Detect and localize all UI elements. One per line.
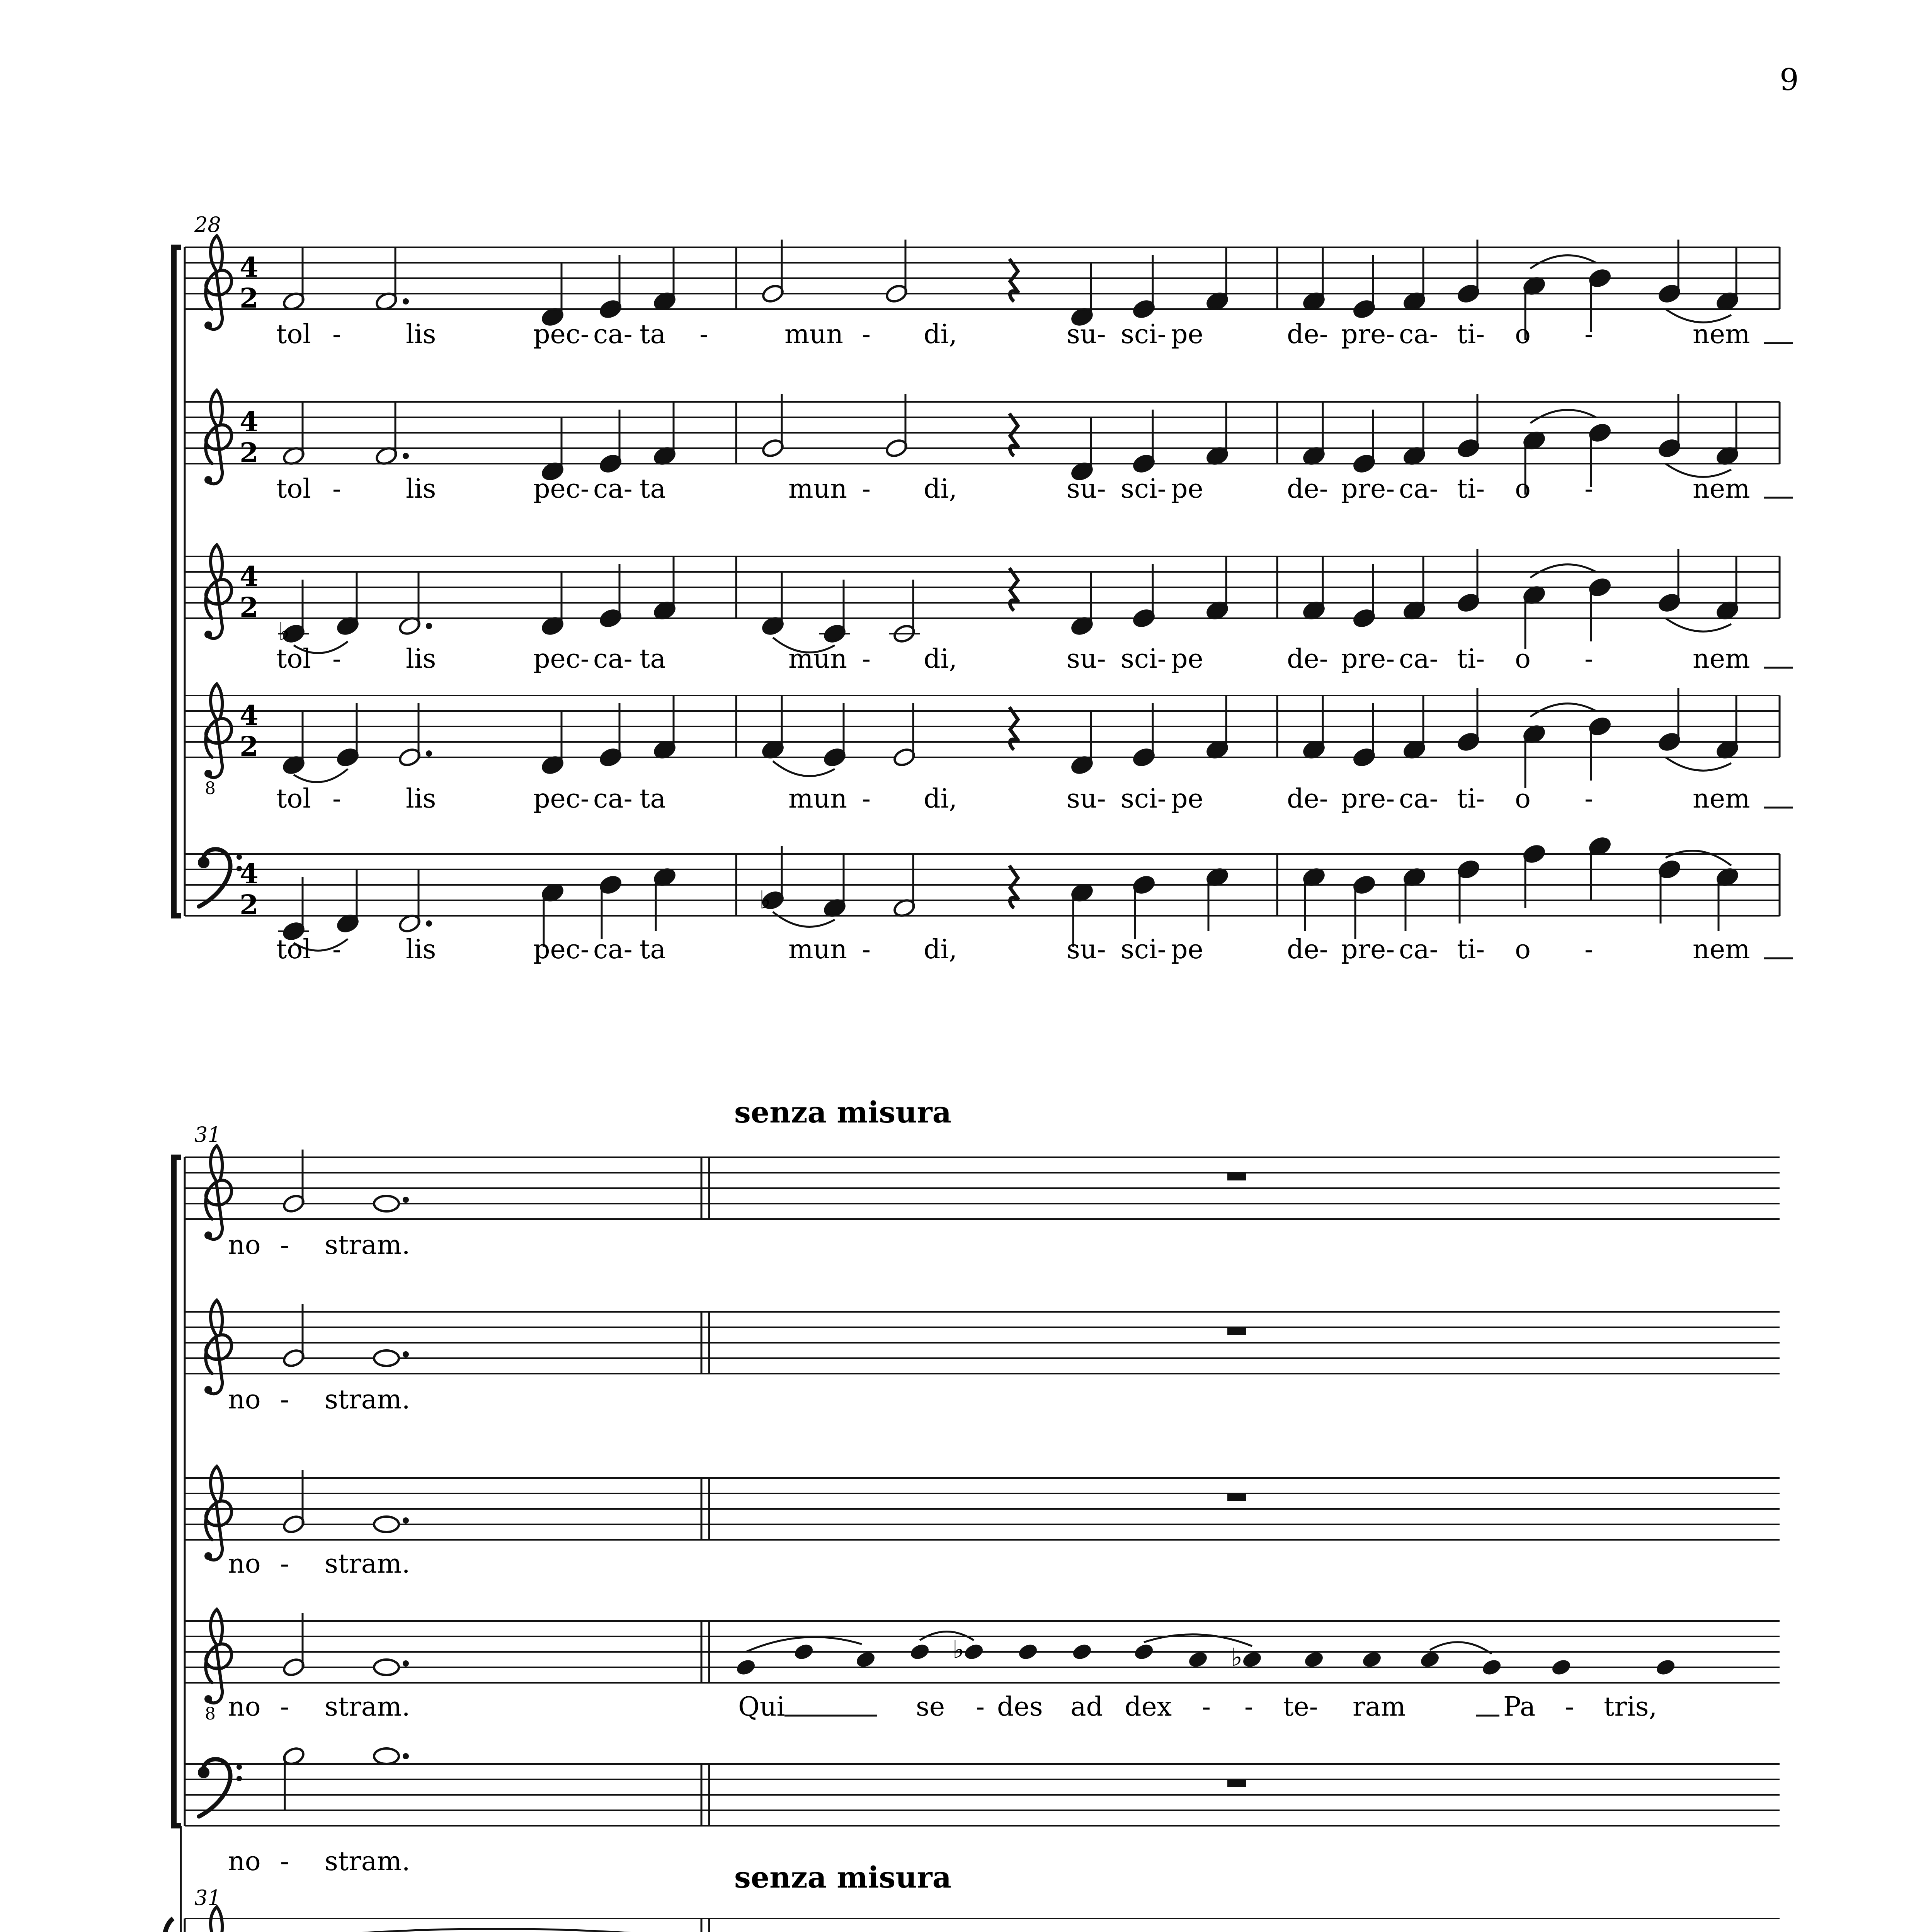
note-head	[1241, 1650, 1263, 1669]
measure-number: 31	[194, 1122, 221, 1147]
system-1	[174, 213, 1793, 965]
svg-text:2: 2	[240, 437, 259, 469]
lyric-syllable: mun	[788, 934, 847, 965]
barlines	[701, 1918, 709, 1932]
slur	[321, 1929, 750, 1932]
bass-clef-icon	[198, 1759, 242, 1816]
lyric-syllable: su-	[1067, 934, 1106, 965]
lyric-syllable: -	[280, 1549, 289, 1579]
lyric-syllable: lis	[406, 319, 436, 350]
lyric-syllable: no	[228, 1846, 261, 1877]
lyric-syllable: o	[1515, 319, 1531, 350]
treble-clef-icon	[204, 684, 231, 777]
measure-number: 31	[194, 1886, 221, 1910]
lyrics-voice-3	[276, 644, 1793, 674]
lyric-syllable: ca-	[593, 784, 633, 814]
lyrics-voice-5	[276, 934, 1793, 965]
quarter-rest	[1009, 707, 1019, 750]
lyric-syllable: no	[228, 1692, 261, 1722]
keyboard-brace	[158, 1918, 173, 1932]
lyric-syllable: -	[1584, 784, 1593, 814]
lyric-syllable: ta	[640, 934, 666, 965]
lyric-syllable: o	[1515, 644, 1531, 674]
lyric-syllable: -	[862, 319, 871, 350]
lyric-syllable: de-	[1287, 644, 1328, 674]
note-head	[1654, 1657, 1677, 1677]
svg-text:2: 2	[240, 730, 259, 762]
lyric-syllable: -	[280, 1692, 289, 1722]
svg-text:4: 4	[240, 699, 259, 731]
lyric-syllable: stram.	[325, 1384, 410, 1415]
lyric-syllable: sci-	[1121, 474, 1166, 504]
lyric-syllable: nem	[1693, 784, 1750, 814]
lyric-syllable: lis	[406, 474, 436, 504]
lyric-syllable: ca-	[1399, 934, 1438, 965]
lyric-syllable: ta	[640, 784, 666, 814]
lyric-syllable: pre-	[1341, 474, 1395, 504]
lyric-syllable: de-	[1287, 784, 1328, 814]
note-head	[1071, 1642, 1093, 1662]
svg-text:2: 2	[240, 591, 259, 623]
time-signatures	[240, 251, 259, 921]
lyric-syllable: no	[228, 1230, 261, 1260]
lyric-syllable: su-	[1067, 644, 1106, 674]
lyric-syllable: -	[862, 784, 871, 814]
svg-text:4: 4	[240, 251, 259, 283]
tempo-marking: senza misura	[734, 1860, 951, 1895]
lyric-syllable: -	[332, 784, 341, 814]
lyric-syllable: stram.	[325, 1549, 410, 1579]
lyric-syllable: di,	[924, 474, 957, 504]
note-head	[793, 1642, 815, 1662]
lyric-syllable: ti-	[1457, 644, 1485, 674]
lyric-syllable: Pa	[1503, 1692, 1536, 1722]
lyric-syllable: pe	[1171, 319, 1203, 350]
lyric-syllable: lis	[406, 784, 436, 814]
svg-text:4: 4	[240, 560, 259, 592]
note-head	[374, 1660, 399, 1675]
lyric-syllable: pe	[1171, 784, 1203, 814]
octave-marker: 8	[205, 1704, 216, 1724]
lyric-syllable: mun	[788, 474, 847, 504]
lyric-syllable: di,	[924, 319, 957, 350]
lyric-syllable: pe	[1171, 644, 1203, 674]
lyric-syllable: nem	[1693, 644, 1750, 674]
svg-text:4: 4	[240, 858, 259, 890]
lyric-syllable: o	[1515, 934, 1531, 965]
lyrics-voice-2	[276, 474, 1793, 504]
lyric-syllable: dex	[1125, 1692, 1172, 1722]
lyric-syllable: ca-	[1399, 644, 1438, 674]
lyric-syllable: -	[862, 474, 871, 504]
octave-marker: 8	[205, 779, 216, 798]
note-head	[1133, 1642, 1155, 1662]
lyric-syllable: ca-	[1399, 474, 1438, 504]
lyric-syllable: pre-	[1341, 319, 1395, 350]
lyric-syllable: pec-	[533, 644, 589, 674]
lyric-syllable: de-	[1287, 474, 1328, 504]
lyric-syllable: Qui	[738, 1692, 785, 1722]
note-head	[374, 1517, 399, 1532]
lyric-syllable: tol	[276, 934, 311, 965]
lyric-syllable: su-	[1067, 784, 1106, 814]
slur	[1530, 565, 1596, 578]
flat-sign: ♭	[278, 617, 290, 646]
lyric-syllable: mun	[788, 784, 847, 814]
organ-system	[158, 1826, 1780, 1932]
note-head	[1187, 1650, 1209, 1669]
svg-text:2: 2	[240, 282, 259, 314]
note-head	[1017, 1642, 1039, 1662]
lyric-syllable: -	[1584, 474, 1593, 504]
quarter-rest	[1009, 568, 1019, 611]
lyric-syllable: tol	[276, 644, 311, 674]
lyric-syllable: -	[699, 319, 708, 350]
lyric-syllable: -	[332, 644, 341, 674]
lyric-syllable: di,	[924, 644, 957, 674]
lyric-syllable: ti-	[1457, 934, 1485, 965]
note-head	[963, 1642, 985, 1662]
organ-notes	[282, 1929, 1778, 1932]
lyric-syllable: ta	[640, 474, 666, 504]
lyric-syllable: stram.	[325, 1846, 410, 1877]
quarter-rest	[1009, 866, 1019, 908]
lyric-syllable: ta	[640, 319, 666, 350]
lyric-syllable: sci-	[1121, 784, 1166, 814]
lyric-syllable: tol	[276, 784, 311, 814]
lyric-syllable: su-	[1067, 319, 1106, 350]
staff-voice-1	[185, 1157, 1780, 1219]
quarter-rest	[1009, 259, 1019, 301]
staff-voice-5	[185, 854, 1780, 916]
lyric-syllable: sci-	[1121, 644, 1166, 674]
lyric-syllable: nem	[1693, 474, 1750, 504]
lyrics-voice-4	[228, 1692, 1657, 1722]
lyric-syllable: -	[332, 319, 341, 350]
lyric-syllable: pe	[1171, 474, 1203, 504]
lyric-syllable: -	[1584, 934, 1593, 965]
lyrics-voice-2	[228, 1384, 410, 1415]
staff-voice-5	[185, 1764, 1780, 1826]
system-2	[174, 1095, 1780, 1877]
lyric-syllable: sci-	[1121, 319, 1166, 350]
lyric-syllable: no	[228, 1549, 261, 1579]
lyric-syllable: se	[916, 1692, 945, 1722]
lyric-syllable: stram.	[325, 1230, 410, 1260]
flat-sign: ♭	[953, 1636, 965, 1664]
lyric-syllable: -	[862, 644, 871, 674]
lyric-syllable: -	[1584, 644, 1593, 674]
note-head	[854, 1650, 877, 1669]
treble-clef-icon	[204, 390, 231, 484]
note-head	[909, 1642, 931, 1662]
system-bracket	[174, 1157, 181, 1826]
lyric-syllable: di,	[924, 784, 957, 814]
lyric-syllable: ca-	[593, 934, 633, 965]
lyrics-voice-3	[228, 1549, 410, 1579]
note-head	[374, 1196, 399, 1211]
lyric-syllable: mun	[784, 319, 844, 350]
lyric-syllable: te-	[1283, 1692, 1318, 1722]
system-1-lyrics	[276, 319, 1793, 965]
lyric-syllable: pre-	[1341, 934, 1395, 965]
lyric-syllable: -	[1565, 1692, 1574, 1722]
lyric-syllable: -	[280, 1846, 289, 1877]
whole-rest	[1227, 1173, 1246, 1180]
lyric-syllable: tol	[276, 474, 311, 504]
note-head	[1419, 1650, 1441, 1669]
lyric-syllable: ad	[1070, 1692, 1103, 1722]
lyric-syllable: -	[1584, 319, 1593, 350]
lyric-syllable: su-	[1067, 474, 1106, 504]
flat-sign: ♭	[759, 886, 771, 915]
treble-clef-icon	[204, 1300, 231, 1394]
slur	[1530, 410, 1596, 423]
lyric-syllable: mun	[788, 644, 847, 674]
lyric-syllable: -	[862, 934, 871, 965]
lyric-syllable: pec-	[533, 934, 589, 965]
flat-sign: ♭	[1231, 1643, 1243, 1672]
staff-voice-2	[185, 1312, 1780, 1374]
lyric-syllable: no	[228, 1384, 261, 1415]
lyric-syllable: ti-	[1457, 784, 1485, 814]
lyric-syllable: ta	[640, 644, 666, 674]
lyric-syllable: ca-	[593, 319, 633, 350]
lyric-syllable: -	[280, 1230, 289, 1260]
treble-clef-icon	[204, 545, 231, 638]
note-head	[1303, 1650, 1325, 1669]
lyric-syllable: pec-	[533, 784, 589, 814]
whole-rest	[1227, 1493, 1246, 1501]
lyric-syllable: lis	[406, 644, 436, 674]
lyric-syllable: o	[1515, 474, 1531, 504]
treble-clef-icon	[204, 1907, 231, 1932]
lyric-syllable: pre-	[1341, 784, 1395, 814]
svg-text:4: 4	[240, 406, 259, 438]
note-head	[374, 1350, 399, 1366]
lyric-syllable: sci-	[1121, 934, 1166, 965]
page-number: 9	[1780, 63, 1799, 97]
lyric-syllable: o	[1515, 784, 1531, 814]
lyrics-voice-4	[276, 784, 1793, 814]
staff-voice-3	[185, 1478, 1780, 1540]
whole-rest	[1227, 1779, 1246, 1787]
lyric-syllable: nem	[1693, 934, 1750, 965]
lyric-syllable: di,	[924, 934, 957, 965]
lyrics-voice-1	[276, 319, 1793, 350]
lyric-syllable: pec-	[533, 319, 589, 350]
barlines	[701, 1157, 709, 1826]
slur	[294, 769, 348, 782]
lyric-syllable: ca-	[1399, 319, 1438, 350]
lyric-syllable: tol	[276, 319, 311, 350]
note-head	[1361, 1650, 1383, 1669]
note-head	[1480, 1657, 1503, 1677]
note-head	[374, 1748, 399, 1764]
lyric-syllable: -	[332, 474, 341, 504]
lyric-syllable: pe	[1171, 934, 1203, 965]
lyric-syllable: pre-	[1341, 644, 1395, 674]
slur	[1666, 618, 1731, 631]
lyric-syllable: -	[1244, 1692, 1253, 1722]
quarter-rest	[1009, 413, 1019, 456]
system-bracket	[174, 247, 181, 916]
bass-clef-icon	[198, 849, 242, 906]
lyric-syllable: ti-	[1457, 319, 1485, 350]
lyrics-voice-1	[228, 1230, 410, 1260]
lyric-syllable: ca-	[593, 644, 633, 674]
lyric-syllable: de-	[1287, 319, 1328, 350]
svg-text:2: 2	[240, 889, 259, 921]
treble-clef-icon	[204, 236, 231, 329]
treble-clef-icon	[204, 1466, 231, 1560]
tempo-marking: senza misura	[734, 1095, 951, 1129]
slur	[1530, 255, 1596, 269]
treble-clef-icon	[204, 1609, 231, 1703]
note-head	[735, 1657, 757, 1677]
slur	[1666, 757, 1731, 770]
lyric-syllable: ram	[1353, 1692, 1406, 1722]
lyric-syllable: des	[997, 1692, 1043, 1722]
lyric-syllable: ti-	[1457, 474, 1485, 504]
lyric-syllable: nem	[1693, 319, 1750, 350]
lyric-syllable: -	[280, 1384, 289, 1415]
lyric-syllable: -	[332, 934, 341, 965]
whole-rest	[1227, 1327, 1246, 1335]
lyric-syllable: tris,	[1604, 1692, 1657, 1722]
barlines	[736, 247, 1780, 916]
lyric-syllable: stram.	[325, 1692, 410, 1722]
lyric-syllable: -	[976, 1692, 985, 1722]
lyric-syllable: ca-	[593, 474, 633, 504]
system-2-staves	[185, 1157, 1780, 1826]
treble-clef-icon	[204, 1146, 231, 1239]
measure-number: 28	[194, 213, 221, 237]
slur	[1530, 704, 1596, 717]
lyric-syllable: de-	[1287, 934, 1328, 965]
lyric-syllable: ca-	[1399, 784, 1438, 814]
lyric-syllable: lis	[406, 934, 436, 965]
note-head	[1550, 1657, 1572, 1677]
lyrics-voice-5	[228, 1846, 410, 1877]
lyric-syllable: pec-	[533, 474, 589, 504]
lyric-syllable: -	[1202, 1692, 1211, 1722]
